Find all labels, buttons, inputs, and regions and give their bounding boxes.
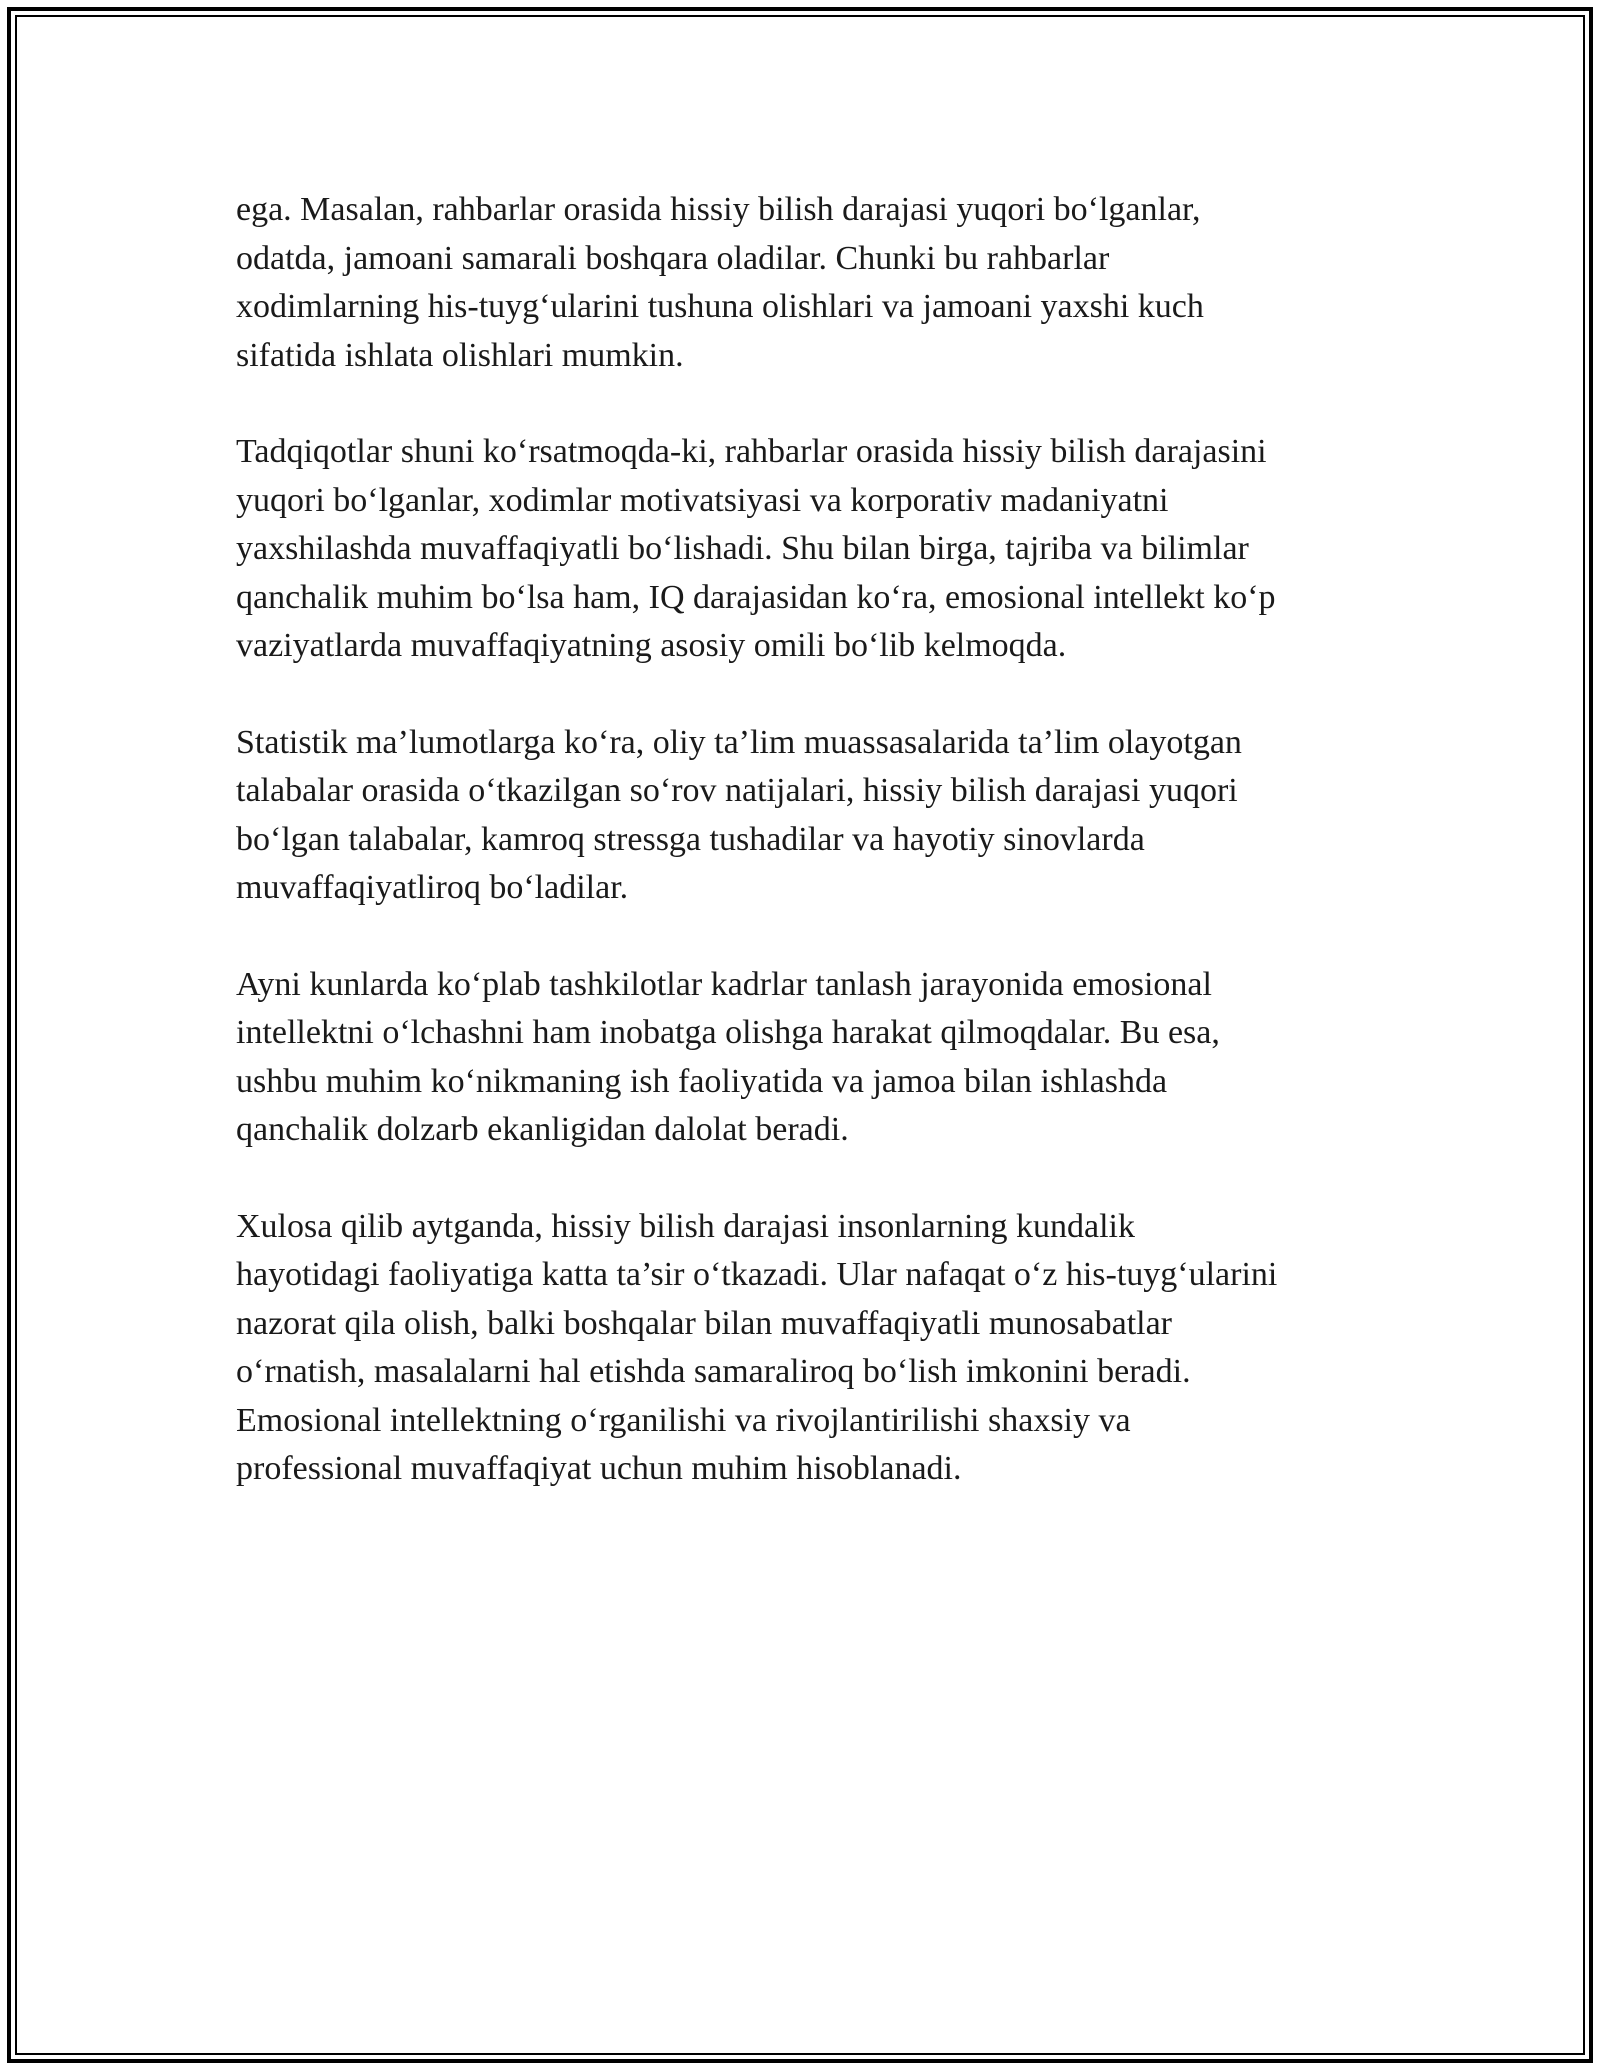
text-line: xodimlarning his-tuyg‘ularini tushuna olishlari va jamoani yaxshi kuch [236,288,1204,325]
text-line: hayotidagi faoliyatiga katta ta’sir o‘tkazadi. Ular nafaqat o‘z his-tuyg‘ularini [236,1256,1278,1293]
paragraph-3 [236,719,1386,913]
document-body [236,186,1386,1542]
paragraph-5 [236,1203,1386,1494]
text-line: nazorat qila olish, balki boshqalar bilan muvaffaqiyatli munosabatlar [236,1304,1172,1342]
text-line: talabalar orasida o‘tkazilgan so‘rov natijalari, hissiy bilish darajasi yuqori [236,772,1238,809]
text-line: odatda, jamoani samarali boshqara oladilar. Chunki bu rahbarlar [236,239,1110,277]
text-line: Tadqiqotlar shuni ko‘rsatmoqda-ki, rahbarlar orasida hissiy bilish darajasini [236,433,1267,470]
text-line: Xulosa qilib aytganda, hissiy bilish darajasi insonlarning kundalik [236,1207,1135,1245]
text-line: muvaffaqiyatliroq bo‘ladilar. [236,869,629,906]
text-line: ega. Masalan, rahbarlar orasida hissiy bilish darajasi yuqori bo‘lganlar, [236,191,1201,228]
text-line: qanchalik dolzarb ekanligidan dalolat beradi. [236,1111,849,1148]
text-line: intellektni o‘lchashni ham inobatga olishga harakat qilmoqdalar. Bu esa, [236,1014,1220,1051]
text-line: Statistik ma’lumotlarga ko‘ra, oliy ta’lim muassasalarida ta’lim olayotgan [236,723,1242,761]
text-line: Ayni kunlarda ko‘plab tashkilotlar kadrlar tanlash jarayonida emosional [236,965,1212,1003]
paragraph-1 [236,186,1386,380]
text-line: yaxshilashda muvaffaqiyatli bo‘lishadi. Shu bilan birga, tajriba va bilimlar [236,530,1249,567]
text-line: Emosional intellektning o‘rganilishi va rivojlantirilishi shaxsiy va [236,1401,1131,1439]
text-line: ushbu muhim ko‘nikmaning ish faoliyatida va jamoa bilan ishlashda [236,1062,1168,1100]
text-line: o‘rnatish, masalalarni hal etishda samaraliroq bo‘lish imkonini beradi. [236,1353,1191,1390]
text-line: bo‘lgan talabalar, kamroq stressga tushadilar va hayotiy sinovlarda [236,820,1145,858]
text-line: qanchalik muhim bo‘lsa ham, IQ darajasidan ko‘ra, emosional intellekt ko‘p [236,578,1276,616]
paragraph-4 [236,961,1386,1155]
paragraph-2 [236,428,1386,671]
text-line: vaziyatlarda muvaffaqiyatning asosiy omili bo‘lib kelmoqda. [236,627,1067,664]
text-line: yuqori bo‘lganlar, xodimlar motivatsiyasi va korporativ madaniyatni [236,481,1169,519]
text-line: sifatida ishlata olishlari mumkin. [236,336,684,374]
text-line: professional muvaffaqiyat uchun muhim hisoblanadi. [236,1450,962,1487]
